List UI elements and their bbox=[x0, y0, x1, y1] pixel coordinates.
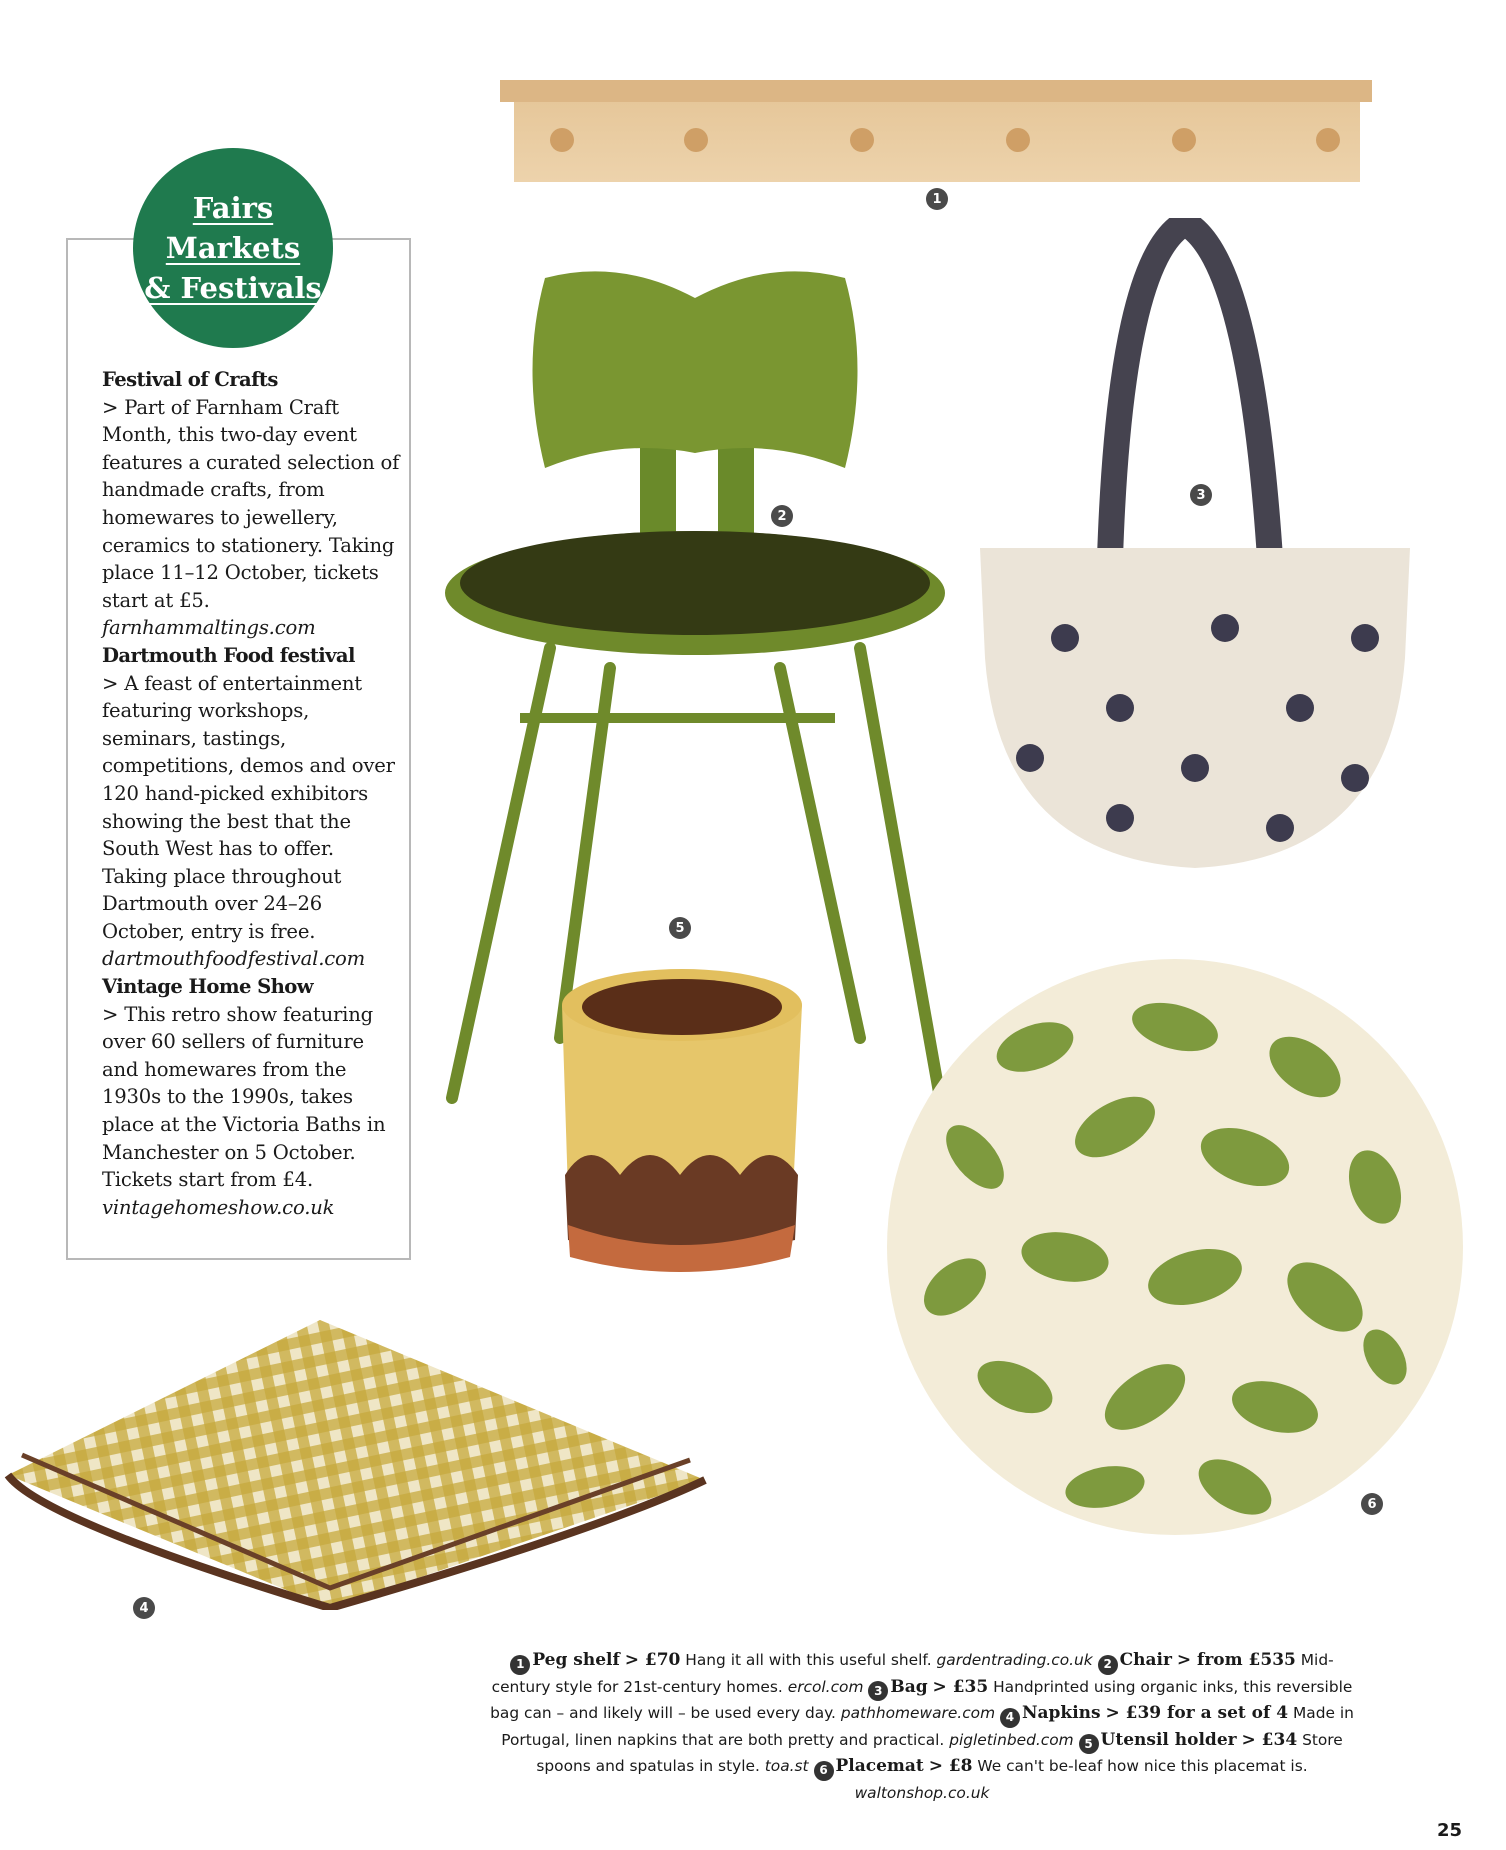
caption-url[interactable]: pathhomeware.com bbox=[840, 1704, 996, 1722]
product-number-2: 2 bbox=[771, 505, 793, 527]
event-title: Festival of Crafts bbox=[102, 368, 278, 391]
event-item bbox=[102, 366, 402, 642]
utensil-holder-image bbox=[540, 965, 825, 1290]
event-body: > This retro show featuring over 60 sellers of furniture and homewares from the 1930s to the 1990s, takes place at the Victoria Baths in Manchester on 5 October. Tickets start from £4. bbox=[102, 1002, 386, 1192]
section-badge bbox=[133, 148, 333, 348]
badge-line-2: Markets bbox=[165, 231, 301, 265]
badge-line-1: Fairs bbox=[192, 191, 274, 225]
caption-number: 5 bbox=[1079, 1734, 1099, 1754]
caption-desc: Made in Portugal, linen napkins that are both pretty and practical. bbox=[501, 1704, 1354, 1749]
caption-price: > £8 bbox=[928, 1756, 973, 1776]
caption-number: 6 bbox=[814, 1761, 834, 1781]
event-url[interactable]: dartmouthfoodfestival.com bbox=[102, 947, 365, 971]
caption-desc: Handprinted using organic inks, this reversible bag can – and likely will – be used every day. bbox=[490, 1677, 1353, 1722]
caption-price: > from £535 bbox=[1176, 1650, 1296, 1670]
caption-price: > £70 bbox=[624, 1650, 681, 1670]
caption-number: 4 bbox=[1000, 1708, 1020, 1728]
caption-desc: We can't be-leaf how nice this placemat is. bbox=[977, 1757, 1308, 1775]
event-url[interactable]: farnhammaltings.com bbox=[102, 616, 316, 640]
bag-image bbox=[970, 218, 1420, 878]
product-number-5: 5 bbox=[669, 917, 691, 939]
peg-shelf-image bbox=[500, 80, 1372, 184]
event-body: > A feast of entertainment featuring workshops, seminars, tastings, competitions, demos and over 120 hand-picked exhibitors showing the best that the South West has to offer. Taking place throughout Dartmouth over 24–26 October, entry is free. bbox=[102, 671, 395, 943]
events-list bbox=[102, 366, 402, 1221]
product-number-3: 3 bbox=[1190, 484, 1212, 506]
caption-price: > £35 bbox=[932, 1676, 989, 1697]
caption-name: Peg shelf bbox=[532, 1650, 620, 1670]
product-caption bbox=[482, 1648, 1362, 1806]
event-title: Dartmouth Food festival bbox=[102, 643, 355, 667]
caption-item-peg-shelf bbox=[510, 1651, 1092, 1669]
caption-desc: Mid-century style for 21st-century homes. bbox=[491, 1651, 1334, 1696]
caption-name: Utensil holder bbox=[1100, 1729, 1237, 1750]
caption-url[interactable]: gardentrading.co.uk bbox=[936, 1651, 1093, 1669]
event-body: > Part of Farnham Craft Month, this two-day event features a curated selection of handmade crafts, from homewares to jewellery, ceramics to stationery. Taking place 11–12 October, tickets start at £5. bbox=[102, 395, 400, 612]
caption-url[interactable]: ercol.com bbox=[787, 1677, 864, 1696]
page-number: 25 bbox=[1436, 1820, 1462, 1841]
caption-url[interactable]: waltonshop.co.uk bbox=[854, 1783, 990, 1802]
placemat-image bbox=[885, 957, 1465, 1537]
product-number-1: 1 bbox=[926, 188, 948, 210]
caption-desc: Store spoons and spatulas in style. bbox=[536, 1730, 1343, 1775]
product-number-4: 4 bbox=[133, 1597, 155, 1619]
caption-name: Napkins bbox=[1021, 1703, 1101, 1723]
badge-line-3: & Festivals bbox=[144, 271, 322, 305]
caption-price: > £39 for a set of 4 bbox=[1105, 1703, 1289, 1723]
caption-desc: Hang it all with this useful shelf. bbox=[685, 1651, 932, 1669]
event-item bbox=[102, 973, 402, 1221]
caption-item-placemat bbox=[814, 1757, 1308, 1802]
caption-name: Bag bbox=[890, 1676, 928, 1697]
event-title: Vintage Home Show bbox=[102, 975, 314, 999]
caption-url[interactable]: toa.st bbox=[764, 1757, 809, 1775]
caption-name: Placemat bbox=[835, 1756, 924, 1776]
caption-number: 1 bbox=[510, 1655, 530, 1675]
caption-number: 2 bbox=[1098, 1655, 1118, 1675]
caption-url[interactable]: pigletinbed.com bbox=[949, 1730, 1074, 1749]
event-item bbox=[102, 642, 402, 973]
event-url[interactable]: vintagehomeshow.co.uk bbox=[102, 1195, 335, 1219]
caption-price: > £34 bbox=[1241, 1729, 1298, 1750]
product-number-6: 6 bbox=[1361, 1493, 1383, 1515]
napkins-image bbox=[0, 1310, 720, 1610]
caption-number: 3 bbox=[868, 1681, 888, 1701]
caption-name: Chair bbox=[1119, 1650, 1172, 1670]
